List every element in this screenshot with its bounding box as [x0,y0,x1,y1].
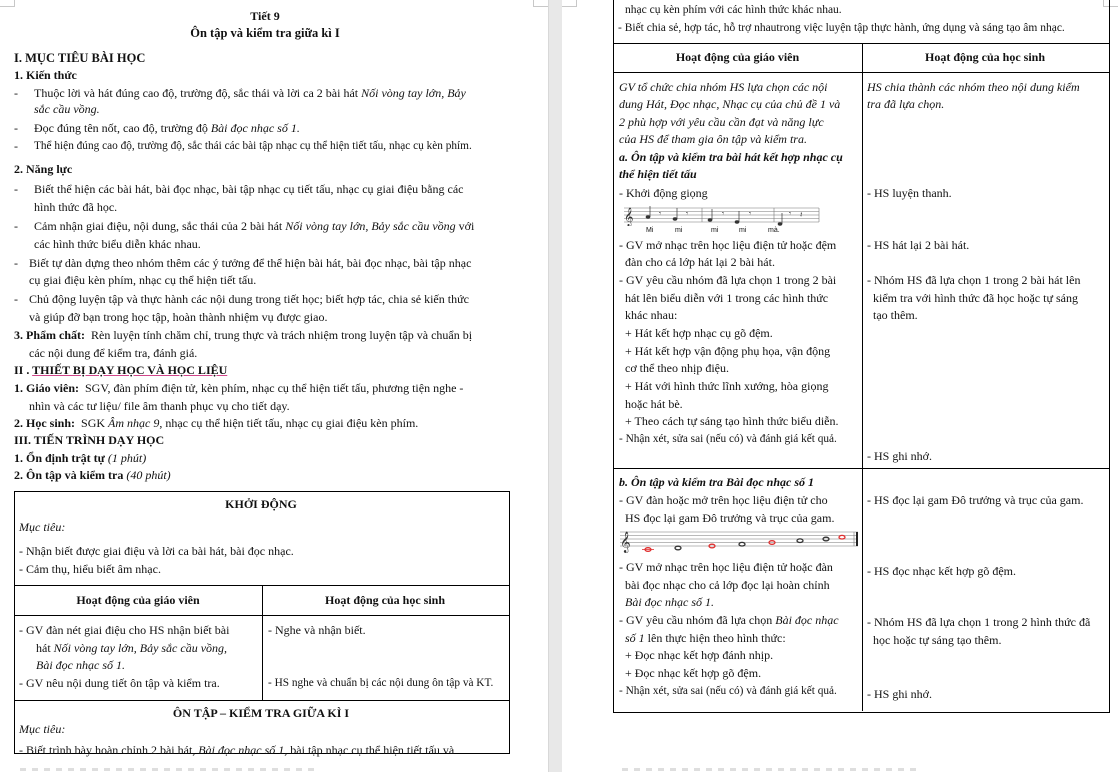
document-page-left [0,0,548,772]
teacher-activity: + Hát kết hợp nhạc cụ gõ đệm. [619,326,773,340]
teacher-activity: hát Nối vòng tay lớn, Bảy sắc cầu vồng, [36,641,228,655]
lesson-number: Tiết 9 [250,9,280,23]
student-activity: kiểm tra với hình thức đã học hoặc tự sáng [867,291,1078,305]
page-corner-mark [0,0,15,7]
teacher-activity: + Hát kết hợp vận động phụ họa, vận động [619,344,831,358]
teacher-activity: dung Hát, Đọc nhạc, Nhạc cụ của chủ đề 1 và [619,97,841,111]
col-header-student: Hoạt động của học sinh [324,593,446,607]
part-a-heading: a. Ôn tập và kiểm tra bài hát kết hợp nhạc cụ [619,150,843,164]
solfege-syllable: mà. [768,227,780,234]
student-activity: - HS hát lại 2 bài hát. [867,238,970,252]
part-b-heading: b. Ôn tập và kiểm tra Bài đọc nhạc số 1 [619,475,815,489]
section-heading-materials: II . THIẾT BỊ DẠY HỌC VÀ HỌC LIỆU [14,363,228,377]
process-step-1: 1. Ổn định trật tự (1 phút) [14,451,147,465]
solfege-syllable: Mi [646,227,654,234]
solfege-syllable: mi [739,227,747,234]
student-activity: tra đã lựa chọn. [867,97,945,111]
teacher-activity: hoặc hát bè. [619,397,683,411]
competence-item: Cảm nhận giai điệu, nội dung, sắc thái của 2 bài hát Nối vòng tay lớn, Bảy sắc cầu vồng với [34,219,475,233]
warmup-table-title: KHỞI ĐỘNG [225,497,297,511]
knowledge-item: - [14,139,18,153]
col-header-teacher: Hoạt động của giáo viên [76,593,200,607]
teacher-activity: hát lên biểu diễn với 1 trong các hình thức [619,291,829,305]
col-header-student: Hoạt động của học sinh [924,50,1046,64]
next-page-ghost-text [622,768,922,771]
col-header-teacher: Hoạt động của giáo viên [675,50,800,64]
svg-text:𝄾: 𝄾 [659,209,662,218]
student-activity: tạo thêm. [867,308,918,322]
page-corner-mark [562,0,577,7]
competence-item: Biết thể hiện các bài hát, bài đọc nhạc, bài tập nhạc cụ tiết tấu, nhạc cụ giai điệu bằng các [34,182,464,196]
table-divider [613,72,1109,73]
review-table-title: ÔN TẬP – KIỂM TRA GIỮA KÌ I [172,706,350,720]
teacher-activity: khác nhau: [619,308,678,322]
table-divider [14,700,509,701]
teacher-activity: - GV mở nhạc trên học liệu điện tử hoặc đàn [619,560,833,574]
student-activity: - HS đọc lại gam Đô trưởng và trục của gam. [867,493,1084,507]
knowledge-item-text: Đọc đúng tên nốt, cao độ, trường độ Bài đọc nhạc số 1. [34,121,300,135]
review-goal: - Biết trình bày hoàn chỉnh 2 bài hát, Bài đọc nhạc số 1, bài tập nhạc cụ thể hiện tiết tấu và [19,743,455,757]
teacher-activity: số 1 lên thực hiện theo hình thức: [619,631,786,645]
teacher-activity: + Theo cách tự sáng tạo hình thức biểu diễn. [619,414,839,428]
teacher-activity: Bài đọc nhạc số 1. [36,658,125,672]
table-divider [862,43,863,711]
materials-teacher-cont: nhìn và các tư liệu/ file âm thanh phục vụ cho tiết dạy. [29,399,290,413]
page-corner-mark [533,0,548,7]
review-goal-label: Mục tiêu: [19,722,66,736]
warmup-goal-label: Mục tiêu: [19,520,66,534]
quality-item-cont: các nội dung để kiểm tra, đánh giá. [29,346,198,360]
next-page-ghost-text [20,768,320,771]
subheading-competence: 2. Năng lực [14,162,73,176]
teacher-activity: + Đọc nhạc kết hợp gõ đệm. [619,666,762,680]
review-goal: - Biết chia sẻ, hợp tác, hỗ trợ nhautrong việc luyện tập thực hành, ứng dụng và sáng tạo âm nhạc. [618,22,1065,34]
competence-dash: - [14,182,18,196]
teacher-activity: HS đọc lại gam Đô trưởng và trục của gam. [619,511,835,525]
teacher-activity: - Nhận xét, sửa sai (nếu có) và đánh giá kết quả. [619,685,837,697]
svg-text:𝄽: 𝄽 [800,210,803,219]
student-activity: - HS luyện thanh. [867,186,952,200]
c-major-scale-staff [620,528,860,554]
student-activity: - Nhóm HS đã lựa chọn 1 trong 2 hình thức đã [867,615,1091,629]
svg-text:𝄾: 𝄾 [789,209,792,218]
table-divider [613,43,1109,44]
competence-dash: - [14,256,18,270]
competence-item: các hình thức biểu diễn khác nhau. [34,237,201,251]
student-activity: - HS nghe và chuẩn bị các nội dung ôn tập và KT. [268,677,494,689]
part-a-heading: thể hiện tiết tấu [619,167,697,181]
teacher-activity: - Nhận xét, sửa sai (nếu có) và đánh giá kết quả. [619,433,837,445]
table-divider [14,615,509,616]
subheading-knowledge: 1. Kiến thức [14,68,77,82]
section-heading-process: III. TIẾN TRÌNH DẠY HỌC [14,433,165,447]
knowledge-item-text: Thể hiện đúng cao độ, trường độ, sắc thái các bài tập nhạc cụ thể hiện tiết tấu, nhạc cụ kèn phím. [34,140,472,152]
knowledge-item: - [14,121,18,135]
svg-text:𝄞: 𝄞 [624,209,634,226]
vocal-warmup-staff [624,204,824,226]
teacher-activity: - Khởi động giọng [619,186,708,200]
warmup-goal: - Cảm thụ, hiểu biết âm nhạc. [19,562,161,576]
knowledge-item-text: Thuộc lời và hát đúng cao độ, trường độ, sắc thái và lời ca 2 bài hát Nối vòng tay lớn, Bảy [34,86,466,100]
teacher-activity: bài đọc nhạc cho cả lớp đọc lại hoàn chỉnh [619,578,830,592]
competence-item: Biết tự dàn dựng theo nhóm thêm các ý tưởng để thể hiện bài hát, bài đọc nhạc, bài tập nhạc [29,256,472,270]
materials-teacher: 1. Giáo viên: SGV, đàn phím điện tử, kèn phím, nhạc cụ thể hiện tiết tấu, phương tiện nghe - [14,381,464,395]
knowledge-item: - [14,86,18,100]
teacher-activity: + Hát với hình thức lĩnh xướng, hòa giọng [619,379,829,393]
teacher-activity: 2 phù hợp với yêu cầu cần đạt và năng lực [619,115,824,129]
competence-dash: - [14,219,18,233]
teacher-activity: đàn cho cả lớp hát lại 2 bài hát. [619,255,775,269]
competence-item: và giúp đỡ bạn trong học tập, hoàn thành nhiệm vụ được giao. [29,310,328,324]
competence-item: Chủ động luyện tập và thực hành các nội dung trong tiết học; biết hợp tác, chia sẻ kiến thức [29,292,469,306]
teacher-activity: - GV mở nhạc trên học liệu điện tử hoặc đệm [619,238,837,252]
student-activity: - HS ghi nhớ. [867,687,933,701]
teacher-activity: của HS để tham gia ôn tập và kiểm tra. [619,132,807,146]
student-activity: - HS đọc nhạc kết hợp gõ đệm. [867,564,1016,578]
teacher-activity: + Đọc nhạc kết hợp đánh nhịp. [619,648,774,662]
student-activity: - Nghe và nhận biết. [268,623,366,637]
materials-student: 2. Học sinh: SGK Âm nhạc 9, nhạc cụ thể hiện tiết tấu, nhạc cụ giai điệu kèn phím. [14,416,419,430]
svg-text:𝄾: 𝄾 [686,209,689,218]
teacher-activity: cơ thể theo nhịp điệu. [619,361,729,375]
teacher-activity: GV tổ chức chia nhóm HS lựa chọn các nội [619,80,828,94]
svg-text:𝄞: 𝄞 [620,532,631,552]
solfege-syllable: mi [711,227,719,234]
table-divider [613,468,1109,469]
competence-item: hình thức đã học. [34,200,118,214]
student-activity: - Nhóm HS đã lựa chọn 1 trong 2 bài hát lên [867,273,1081,287]
teacher-activity: - GV yêu cầu nhóm đã lựa chọn 1 trong 2 bài [619,273,837,287]
process-step-2: 2. Ôn tập và kiểm tra (40 phút) [14,468,171,482]
quality-item: 3. Phẩm chất: Rèn luyện tính chăm chỉ, trung thực và trách nhiệm trong luyện tập và chuẩn bị [14,328,473,342]
teacher-activity: Bài đọc nhạc số 1. [619,595,714,609]
svg-text:𝄾: 𝄾 [722,209,725,218]
teacher-activity: - GV yêu cầu nhóm đã lựa chọn Bài đọc nhạc [619,613,839,627]
warmup-goal: - Nhận biết được giai điệu và lời ca bài hát, bài đọc nhạc. [19,544,294,558]
teacher-activity: - GV nêu nội dung tiết ôn tập và kiểm tra. [19,676,220,690]
competence-item: cụ giai điệu kèn phím, nhạc cụ thể hiện tiết tấu. [29,273,257,287]
review-goal-cont: nhạc cụ kèn phím với các hình thức khác nhau. [625,4,842,16]
teacher-activity: - GV đàn hoặc mở trên học liệu điện tử cho [619,493,828,507]
knowledge-item-text: sắc cầu vồng. [34,102,100,116]
student-activity: HS chia thành các nhóm theo nội dung kiểm [867,80,1080,94]
student-activity: học hoặc tự sáng tạo thêm. [867,633,1002,647]
competence-dash: - [14,292,18,306]
document-page-right [562,0,1118,772]
teacher-activity: - GV đàn nét giai điệu cho HS nhận biết bài [19,623,230,637]
section-heading-objectives: I. MỤC TIÊU BÀI HỌC [14,51,146,65]
lesson-title: Ôn tập và kiểm tra giữa kì I [190,26,340,40]
svg-text:𝄾: 𝄾 [749,209,752,218]
solfege-syllable: mi [675,227,683,234]
student-activity: - HS ghi nhớ. [867,449,933,463]
